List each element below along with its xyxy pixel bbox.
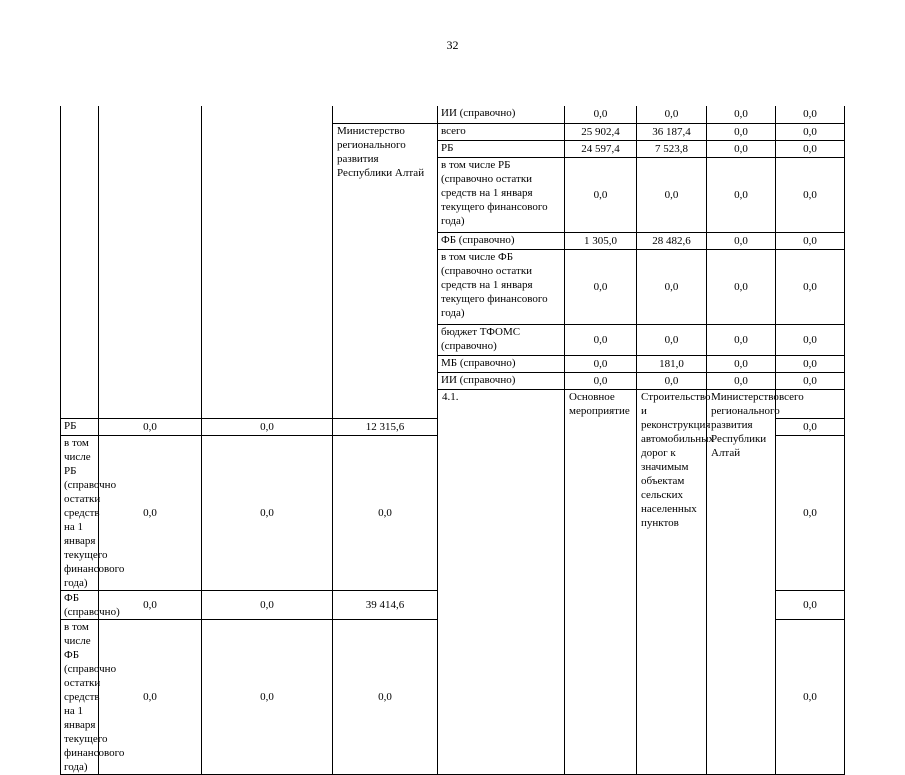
- value-cell: 0,0: [776, 106, 845, 123]
- value-cell: 0,0: [99, 435, 202, 590]
- value-cell: 0,0: [565, 249, 637, 324]
- value-cell: 0,0: [565, 372, 637, 389]
- activity-name-cell: Строительство и реконструкция автомобильных дорог к значимым объектам сельских населенных пунктов: [637, 389, 707, 774]
- executor-cell: Министерство регионального развития Республики Алтай: [333, 123, 438, 418]
- value-cell: 0,0: [776, 619, 845, 774]
- value-cell: 36 187,4: [637, 123, 707, 140]
- value-cell: 0,0: [99, 590, 202, 619]
- value-cell: 0,0: [707, 232, 776, 249]
- value-cell: 0,0: [565, 324, 637, 355]
- executor-cell: Министерство регионального развития Республики Алтай: [707, 389, 776, 774]
- row-number-cell: [61, 106, 99, 418]
- value-cell: 25 902,4: [565, 123, 637, 140]
- funding-source-cell: в том числе ФБ (справочно остатки средств на 1 января текущего финансового года): [61, 619, 99, 774]
- value-cell: 0,0: [202, 590, 333, 619]
- value-cell: 0,0: [565, 106, 637, 123]
- value-cell: 0,0: [707, 106, 776, 123]
- value-cell: 0,0: [202, 418, 333, 435]
- value-cell: 0,0: [707, 140, 776, 157]
- value-cell: 0,0: [637, 324, 707, 355]
- value-cell: 0,0: [707, 324, 776, 355]
- funding-source-cell: в том числе РБ (справочно остатки средств на 1 января текущего финансового года): [61, 435, 99, 590]
- value-cell: 0,0: [776, 232, 845, 249]
- value-cell: 0,0: [707, 249, 776, 324]
- value-cell: 0,0: [776, 123, 845, 140]
- value-cell: 0,0: [637, 106, 707, 123]
- value-cell: 1 305,0: [565, 232, 637, 249]
- activity-name-cell: [202, 106, 333, 418]
- value-cell: 0,0: [776, 157, 845, 232]
- funding-table: [60, 106, 845, 775]
- value-cell: 0,0: [707, 157, 776, 232]
- value-cell: 0,0: [776, 435, 845, 590]
- value-cell: 0,0: [776, 418, 845, 435]
- funding-source-cell: всего: [776, 389, 845, 418]
- value-cell: 0,0: [99, 619, 202, 774]
- activity-type-cell: Основное мероприятие: [565, 389, 637, 774]
- value-cell: 0,0: [637, 157, 707, 232]
- executor-cell: [333, 106, 438, 123]
- value-cell: 0,0: [776, 355, 845, 372]
- value-cell: 0,0: [776, 140, 845, 157]
- value-cell: 24 597,4: [565, 140, 637, 157]
- value-cell: 0,0: [776, 324, 845, 355]
- value-cell: 0,0: [333, 435, 438, 590]
- funding-source-cell: ИИ (справочно): [438, 372, 565, 389]
- value-cell: 39 414,6: [333, 590, 438, 619]
- value-cell: 0,0: [776, 372, 845, 389]
- value-cell: 181,0: [637, 355, 707, 372]
- value-cell: 0,0: [202, 435, 333, 590]
- funding-source-cell: РБ: [438, 140, 565, 157]
- table-row: [61, 106, 845, 123]
- value-cell: 0,0: [707, 372, 776, 389]
- value-cell: 0,0: [707, 123, 776, 140]
- value-cell: 7 523,8: [637, 140, 707, 157]
- value-cell: 0,0: [637, 372, 707, 389]
- funding-source-cell: в том числе ФБ (справочно остатки средств на 1 января текущего финансового года): [438, 249, 565, 324]
- funding-source-cell: ФБ (справочно): [438, 232, 565, 249]
- funding-source-cell: ФБ (справочно): [61, 590, 99, 619]
- funding-source-cell: РБ: [61, 418, 99, 435]
- funding-source-cell: в том числе РБ (справочно остатки средств на 1 января текущего финансового года): [438, 157, 565, 232]
- funding-source-cell: МБ (справочно): [438, 355, 565, 372]
- funding-source-cell: бюджет ТФОМС (справочно): [438, 324, 565, 355]
- value-cell: 0,0: [776, 249, 845, 324]
- value-cell: 0,0: [707, 355, 776, 372]
- funding-source-cell: ИИ (справочно): [438, 106, 565, 123]
- value-cell: 0,0: [202, 619, 333, 774]
- value-cell: 12 315,6: [333, 418, 438, 435]
- value-cell: 0,0: [99, 418, 202, 435]
- funding-source-cell: всего: [438, 123, 565, 140]
- page-number: 32: [446, 38, 459, 52]
- value-cell: 0,0: [776, 590, 845, 619]
- value-cell: 0,0: [565, 355, 637, 372]
- value-cell: 0,0: [637, 249, 707, 324]
- value-cell: 28 482,6: [637, 232, 707, 249]
- value-cell: 0,0: [333, 619, 438, 774]
- value-cell: 0,0: [565, 157, 637, 232]
- activity-type-cell: [99, 106, 202, 418]
- row-number-cell: 4.1.: [438, 389, 565, 774]
